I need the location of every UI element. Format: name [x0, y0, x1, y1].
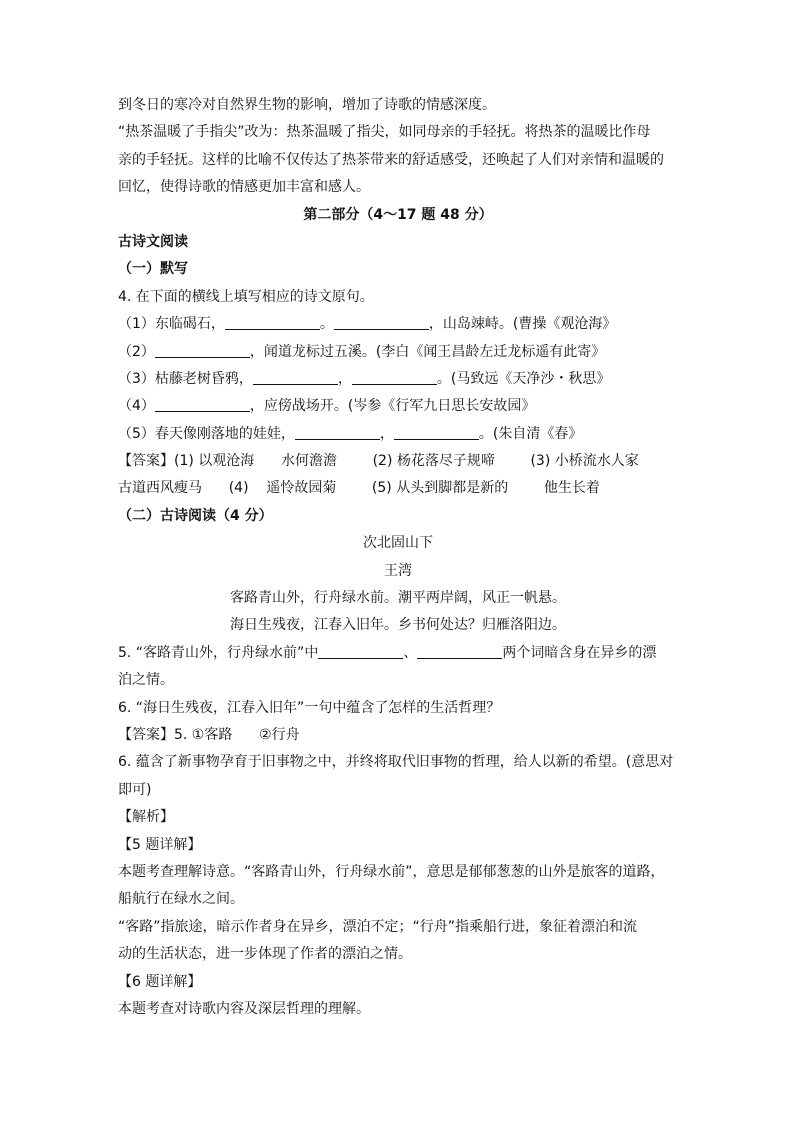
paragraph-line: 回忆，使得诗歌的情感更加丰富和感人。 [118, 179, 370, 196]
answer-5: 【答案】5. ①客路 ②行舟 [118, 726, 300, 743]
answer-blank [295, 423, 380, 440]
poem-title: 次北固山下 [363, 535, 433, 552]
poem-line: 客路青山外，行舟绿水前。潮平两岸阔，风正一帆悬。 [230, 590, 566, 607]
answer-blank [253, 368, 338, 385]
question-4-5: （5）春天像刚落地的娃娃， ， 。(朱自清《春》 [118, 421, 678, 448]
question-4-3: （3）枯藤老树昏鸦， ， 。(马致远《天净沙・秋思》 [118, 366, 678, 393]
poem-author: 王湾 [384, 562, 412, 579]
paragraph-line: “客路”指旅途，暗示作者身在异乡，漂泊不定；“行舟”指乘船行进，象征着漂泊和流 [118, 918, 638, 935]
paragraph-line: 到冬日的寒冷对自然界生物的影响，增加了诗歌的情感深度。 [118, 97, 496, 113]
poem-line: 海日生残夜，江春入旧年。乡书何处达？归雁洛阳边。 [230, 617, 566, 634]
question-4-4: （4） ，应傍战场开。(岑参《行军九日思长安故园》 [118, 393, 678, 420]
paragraph-line: 本题考查理解诗意。“客路青山外，行舟绿水前”，意思是郁郁葱葱的山外是旅客的道路， [118, 863, 665, 880]
answer-blank [417, 642, 502, 659]
detail-5-heading: 【5 题详解】 [118, 836, 202, 853]
answer-4-line-2: 古道西风瘦马 (4) 遥怜故园菊 (5) 从头到脚都是新的 他生长着 [118, 480, 600, 497]
part-heading: 第二部分（4～17 题 48 分） [303, 206, 493, 223]
answer-blank [155, 341, 250, 358]
paragraph-line: 本题考查对诗歌内容及深层哲理的理解。 [118, 1000, 370, 1017]
question-4-1: （1）东临碣石， 。 ，山岛竦峙。(曹操《观沧海》 [118, 311, 678, 338]
subsection-heading: （一）默写 [118, 261, 188, 278]
detail-6-heading: 【6 题详解】 [118, 973, 202, 990]
answer-4-line-1: 【答案】(1) 以观沧海 水何澹澹 (2) 杨花落尽子规啼 (3) 小桥流水人家 [118, 453, 639, 470]
document-page [118, 92, 678, 1023]
subsection-heading: （二）古诗阅读（4 分） [118, 507, 273, 524]
question-5: 5. “客路青山外，行舟绿水前”中 、 两个词暗含身在异乡的漂 [118, 640, 678, 667]
answer-6-cont: 即可) [118, 781, 152, 798]
answer-blank [334, 313, 429, 330]
paragraph-line: 动的生活状态，进一步体现了作者的漂泊之情。 [118, 946, 412, 963]
question-5-cont: 泊之情。 [118, 672, 174, 689]
answer-blank [318, 642, 403, 659]
question-4: 4. 在下面的横线上填写相应的诗文原句。 [118, 288, 374, 305]
paragraph-line: “热茶温暖了手指尖”改为：热茶温暖了指尖，如同母亲的手轻抚。将热茶的温暖比作母 [118, 124, 651, 141]
analysis-heading: 【解析】 [118, 809, 174, 826]
section-heading: 古诗文阅读 [118, 233, 188, 250]
answer-blank [155, 395, 250, 412]
paragraph-line: 船航行在绿水之间。 [118, 891, 244, 908]
paragraph-line: 亲的手轻抚。这样的比喻不仅传达了热茶带来的舒适感受，还唤起了人们对亲情和温暖的 [118, 151, 664, 168]
answer-blank [352, 368, 437, 385]
answer-blank [225, 313, 320, 330]
answer-6: 6. 蕴含了新事物孕育于旧事物之中，并终将取代旧事物的哲理，给人以新的希望。(意思对 [118, 754, 674, 771]
question-4-2: （2） ，闻道龙标过五溪。(李白《闻王昌龄左迁龙标遥有此寄》 [118, 339, 678, 366]
question-6: 6. “海日生残夜，江春入旧年”一句中蕴含了怎样的生活哲理？ [118, 699, 501, 716]
answer-blank [394, 423, 479, 440]
